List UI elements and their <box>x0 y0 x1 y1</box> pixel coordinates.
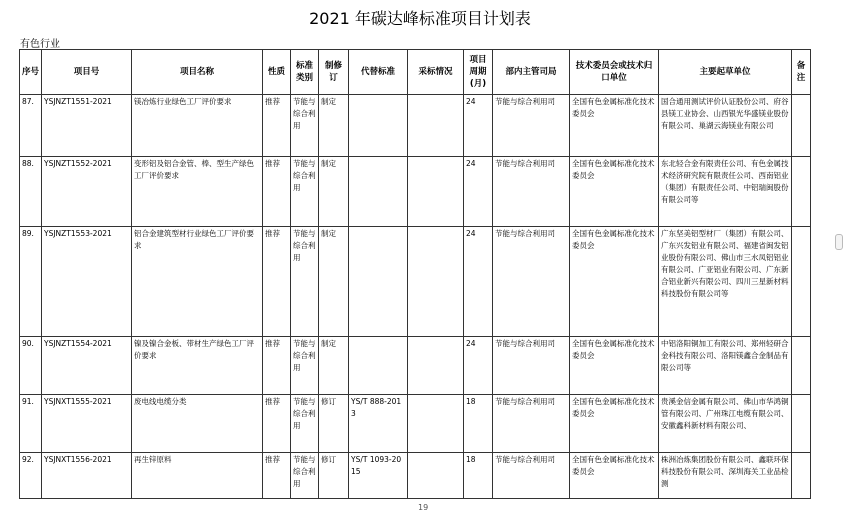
row-project-name: 再生锌原料 <box>132 453 263 499</box>
row-project-name: 废电线电缆分类 <box>132 395 263 453</box>
row-period: 18 <box>464 453 493 499</box>
row-adoption <box>408 95 464 157</box>
row-revision: 修订 <box>319 453 349 499</box>
row-adoption <box>408 453 464 499</box>
row-category: 节能与综合利用 <box>291 337 319 395</box>
row-remark <box>792 395 811 453</box>
row-revision: 修订 <box>319 395 349 453</box>
header-replaces: 代替标准 <box>349 50 408 95</box>
row-committee: 全国有色金属标准化技术委员会 <box>570 95 659 157</box>
row-nature: 推荐 <box>263 95 291 157</box>
row-replaces <box>349 157 408 227</box>
row-period: 18 <box>464 395 493 453</box>
row-drafters: 中铝洛阳铜加工有限公司、郑州轻研合金科技有限公司、洛阳镁鑫合金制品有限公司等 <box>659 337 792 395</box>
table-row <box>20 337 811 395</box>
header-remark: 备注 <box>792 50 811 95</box>
standards-plan-table <box>19 49 811 499</box>
row-no: 91. <box>20 395 42 453</box>
row-remark <box>792 95 811 157</box>
row-adoption <box>408 395 464 453</box>
row-nature: 推荐 <box>263 337 291 395</box>
row-revision: 制定 <box>319 157 349 227</box>
industry-category-label: 有色行业 <box>20 39 60 50</box>
row-no: 87. <box>20 95 42 157</box>
header-nature: 性质 <box>263 50 291 95</box>
row-project-name: 变形铝及铝合金管、棒、型生产绿色工厂评价要求 <box>132 157 263 227</box>
row-department: 节能与综合利用司 <box>493 157 570 227</box>
row-remark <box>792 337 811 395</box>
header-period: 项目周期(月) <box>464 50 493 95</box>
row-drafters: 贵溪金信金属有限公司、佛山市华鸿铜管有限公司、广州珠江电缆有限公司、安徽鑫科新材料有限公司、 <box>659 395 792 453</box>
row-period: 24 <box>464 227 493 337</box>
row-remark <box>792 157 811 227</box>
scroll-handle[interactable] <box>835 234 843 250</box>
row-revision: 制定 <box>319 227 349 337</box>
row-project-name: 铝合金建筑型材行业绿色工厂评价要求 <box>132 227 263 337</box>
row-adoption <box>408 157 464 227</box>
header-project-name: 项目名称 <box>132 50 263 95</box>
row-drafters: 广东坚美铝型材厂（集团）有限公司、广东兴发铝业有限公司、福建省闽发铝业股份有限公司、佛山市三水凤铝铝业有限公司、广亚铝业有限公司、广东新合铝业新兴有限公司、四川三星新材料科技股份有限公司等 <box>659 227 792 337</box>
row-adoption <box>408 227 464 337</box>
header-no: 序号 <box>20 50 42 95</box>
table-header-row <box>20 50 811 95</box>
table-row <box>20 227 811 337</box>
row-department: 节能与综合利用司 <box>493 453 570 499</box>
row-revision: 制定 <box>319 95 349 157</box>
row-replaces <box>349 95 408 157</box>
row-project-id: YSJNZT1552-2021 <box>42 157 132 227</box>
row-category: 节能与综合利用 <box>291 157 319 227</box>
row-drafters: 株洲冶炼集团股份有限公司、鑫联环保科技股份有限公司、深圳海关工业品检测 <box>659 453 792 499</box>
page-number: 19 <box>418 503 429 512</box>
table-row <box>20 157 811 227</box>
header-revision: 制修订 <box>319 50 349 95</box>
row-drafters: 东北轻合金有限责任公司、有色金属技术经济研究院有限责任公司、西南铝业（集团）有限责任公司、中铝瑞闽股份有限公司等 <box>659 157 792 227</box>
row-project-id: YSJNZT1554-2021 <box>42 337 132 395</box>
row-remark <box>792 227 811 337</box>
row-project-name: 镍及镍合金板、带材生产绿色工厂评价要求 <box>132 337 263 395</box>
header-standard-category: 标准类别 <box>291 50 319 95</box>
row-replaces: YS/T 1093-2015 <box>349 453 408 499</box>
row-period: 24 <box>464 157 493 227</box>
row-project-id: YSJNXT1555-2021 <box>42 395 132 453</box>
row-project-id: YSJNZT1551-2021 <box>42 95 132 157</box>
row-remark <box>792 453 811 499</box>
document-title: 2021 年碳达峰标准项目计划表 <box>309 9 531 28</box>
header-drafters: 主要起草单位 <box>659 50 792 95</box>
header-department: 部内主管司局 <box>493 50 570 95</box>
row-adoption <box>408 337 464 395</box>
row-department: 节能与综合利用司 <box>493 95 570 157</box>
row-department: 节能与综合利用司 <box>493 395 570 453</box>
row-category: 节能与综合利用 <box>291 395 319 453</box>
row-replaces: YS/T 888-2013 <box>349 395 408 453</box>
row-category: 节能与综合利用 <box>291 95 319 157</box>
row-replaces <box>349 337 408 395</box>
row-committee: 全国有色金属标准化技术委员会 <box>570 157 659 227</box>
row-period: 24 <box>464 337 493 395</box>
row-drafters: 国合通用测试评价认证股份公司、府谷县镁工业协会、山西银光华盛镁业股份有限公司、巢湖云海镁业有限公司 <box>659 95 792 157</box>
row-project-name: 镁冶炼行业绿色工厂评价要求 <box>132 95 263 157</box>
row-committee: 全国有色金属标准化技术委员会 <box>570 395 659 453</box>
row-replaces <box>349 227 408 337</box>
row-project-id: YSJNXT1556-2021 <box>42 453 132 499</box>
row-no: 92. <box>20 453 42 499</box>
row-committee: 全国有色金属标准化技术委员会 <box>570 453 659 499</box>
row-nature: 推荐 <box>263 453 291 499</box>
row-committee: 全国有色金属标准化技术委员会 <box>570 227 659 337</box>
row-no: 89. <box>20 227 42 337</box>
header-adoption: 采标情况 <box>408 50 464 95</box>
header-committee: 技术委员会或技术归口单位 <box>570 50 659 95</box>
row-revision: 制定 <box>319 337 349 395</box>
table-row <box>20 453 811 499</box>
row-category: 节能与综合利用 <box>291 453 319 499</box>
row-nature: 推荐 <box>263 157 291 227</box>
table-row <box>20 95 811 157</box>
table-row <box>20 395 811 453</box>
row-category: 节能与综合利用 <box>291 227 319 337</box>
row-department: 节能与综合利用司 <box>493 227 570 337</box>
row-project-id: YSJNZT1553-2021 <box>42 227 132 337</box>
row-department: 节能与综合利用司 <box>493 337 570 395</box>
row-nature: 推荐 <box>263 227 291 337</box>
row-nature: 推荐 <box>263 395 291 453</box>
row-committee: 全国有色金属标准化技术委员会 <box>570 337 659 395</box>
row-no: 88. <box>20 157 42 227</box>
header-project-id: 项目号 <box>42 50 132 95</box>
row-period: 24 <box>464 95 493 157</box>
row-no: 90. <box>20 337 42 395</box>
